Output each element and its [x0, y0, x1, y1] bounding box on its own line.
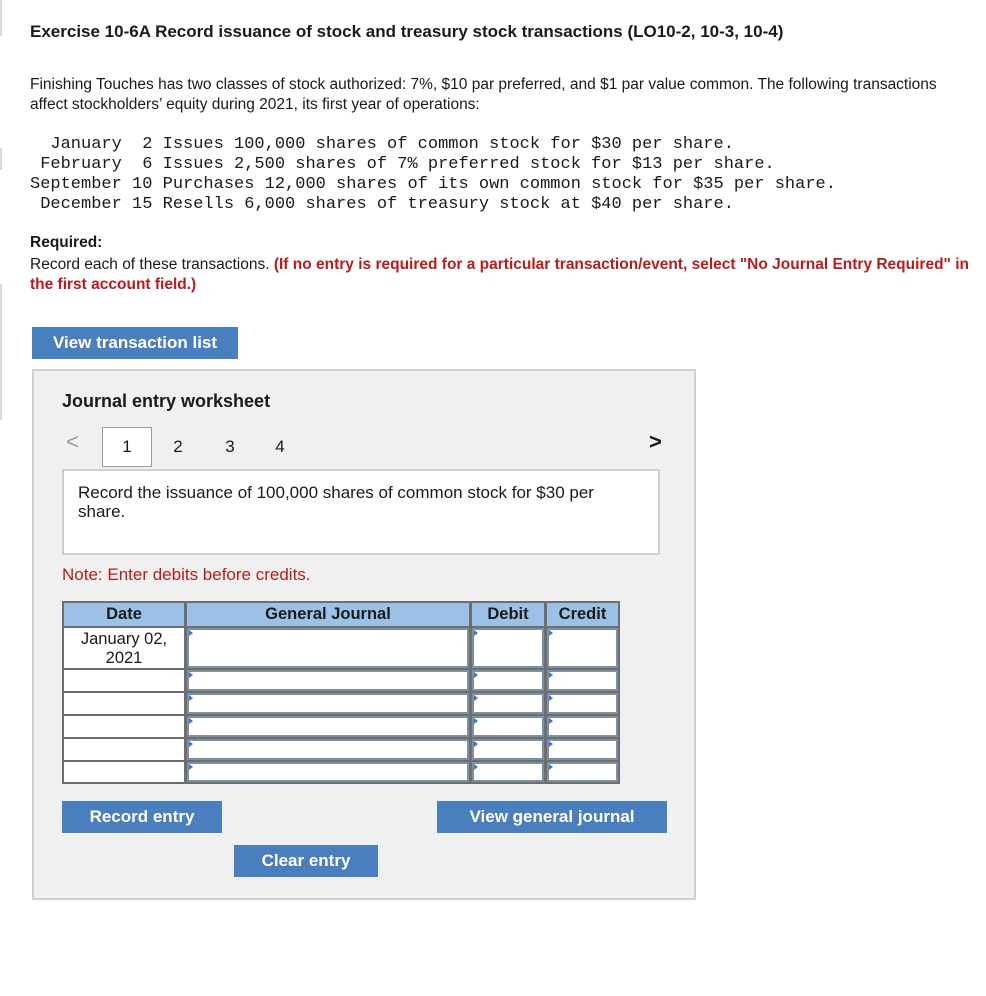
dropdown-marker-icon [189, 764, 193, 770]
debit-input[interactable] [472, 670, 544, 691]
debit-column-header: Debit [472, 603, 544, 626]
credit-input[interactable] [547, 716, 618, 737]
record-entry-button[interactable]: Record entry [62, 801, 222, 833]
dropdown-marker-icon [474, 630, 478, 636]
view-transaction-list-button[interactable]: View transaction list [32, 327, 238, 359]
credit-column-header: Credit [547, 603, 618, 626]
left-edge-rule [0, 148, 2, 170]
dropdown-marker-icon [549, 695, 553, 701]
credit-input[interactable] [547, 739, 618, 760]
journal-entry-worksheet-panel [32, 369, 696, 900]
date-cell [64, 716, 184, 737]
account-input[interactable] [187, 762, 469, 782]
date-cell [64, 762, 184, 782]
account-input[interactable] [187, 693, 469, 714]
left-edge-rule [0, 284, 2, 420]
worksheet-title: Journal entry worksheet [62, 391, 271, 411]
tab-4[interactable]: 4 [275, 437, 285, 456]
debit-input[interactable] [472, 762, 544, 782]
dropdown-marker-icon [474, 718, 478, 724]
exercise-title: Exercise 10-6A Record issuance of stock and treasury stock transactions (LO10-2, 10-3, 10-4) [30, 22, 784, 41]
date-cell [64, 693, 184, 714]
debit-input[interactable] [472, 739, 544, 760]
debit-input[interactable] [472, 628, 544, 668]
dropdown-marker-icon [474, 695, 478, 701]
view-general-journal-button[interactable]: View general journal [437, 801, 667, 833]
dropdown-marker-icon [189, 672, 193, 678]
dropdown-marker-icon [474, 764, 478, 770]
dropdown-marker-icon [189, 741, 193, 747]
dropdown-marker-icon [474, 741, 478, 747]
debit-input[interactable] [472, 716, 544, 737]
credit-input[interactable] [547, 693, 618, 714]
dropdown-marker-icon [474, 672, 478, 678]
dropdown-marker-icon [549, 741, 553, 747]
transaction-description: Record the issuance of 100,000 shares of common stock for $30 per share. [62, 469, 660, 555]
date-cell: January 02, 2021 [64, 628, 184, 668]
dropdown-marker-icon [189, 718, 193, 724]
required-text [30, 255, 975, 295]
next-arrow-icon[interactable]: > [649, 429, 662, 454]
dropdown-marker-icon [549, 672, 553, 678]
debits-credits-note: Note: Enter debits before credits. [62, 565, 311, 584]
account-input[interactable] [187, 670, 469, 691]
transaction-line: January 2 Issues 100,000 shares of common stock for $30 per share. [30, 135, 734, 154]
date-cell [64, 670, 184, 691]
account-input[interactable] [187, 628, 469, 668]
tab-2[interactable]: 2 [173, 437, 183, 456]
transaction-line: February 6 Issues 2,500 shares of 7% preferred stock for $13 per share. [30, 155, 775, 174]
date-cell [64, 739, 184, 760]
debit-input[interactable] [472, 693, 544, 714]
tab-3[interactable]: 3 [225, 437, 235, 456]
dropdown-marker-icon [189, 695, 193, 701]
dropdown-marker-icon [549, 630, 553, 636]
clear-entry-button[interactable]: Clear entry [234, 845, 378, 877]
dropdown-marker-icon [549, 718, 553, 724]
exercise-intro: Finishing Touches has two classes of stock authorized: 7%, $10 par preferred, and $1 par value common. The following transactions affect stockholders’ equity during 2021, its first year of operations: [30, 76, 937, 113]
required-heading: Required: [30, 234, 103, 251]
transaction-line: December 15 Resells 6,000 shares of treasury stock at $40 per share. [30, 195, 734, 214]
credit-input[interactable] [547, 628, 618, 668]
transaction-list [30, 135, 836, 215]
tab-1[interactable]: 1 [102, 427, 152, 467]
dropdown-marker-icon [549, 764, 553, 770]
account-input[interactable] [187, 739, 469, 760]
required-instruction-red: (If no entry is required for a particular transaction/event, select "No Journal Entry Required" in the first account field.) [30, 256, 969, 293]
transaction-line: September 10 Purchases 12,000 shares of its own common stock for $35 per share. [30, 175, 836, 194]
previous-arrow-icon[interactable]: < [66, 429, 79, 454]
left-edge-rule [0, 0, 2, 36]
journal-table [62, 601, 620, 784]
credit-input[interactable] [547, 670, 618, 691]
credit-input[interactable] [547, 762, 618, 782]
account-input[interactable] [187, 716, 469, 737]
general-journal-column-header: General Journal [187, 603, 469, 626]
required-instruction-plain: Record each of these transactions. [30, 256, 270, 273]
date-column-header: Date [64, 603, 184, 626]
dropdown-marker-icon [189, 630, 193, 636]
